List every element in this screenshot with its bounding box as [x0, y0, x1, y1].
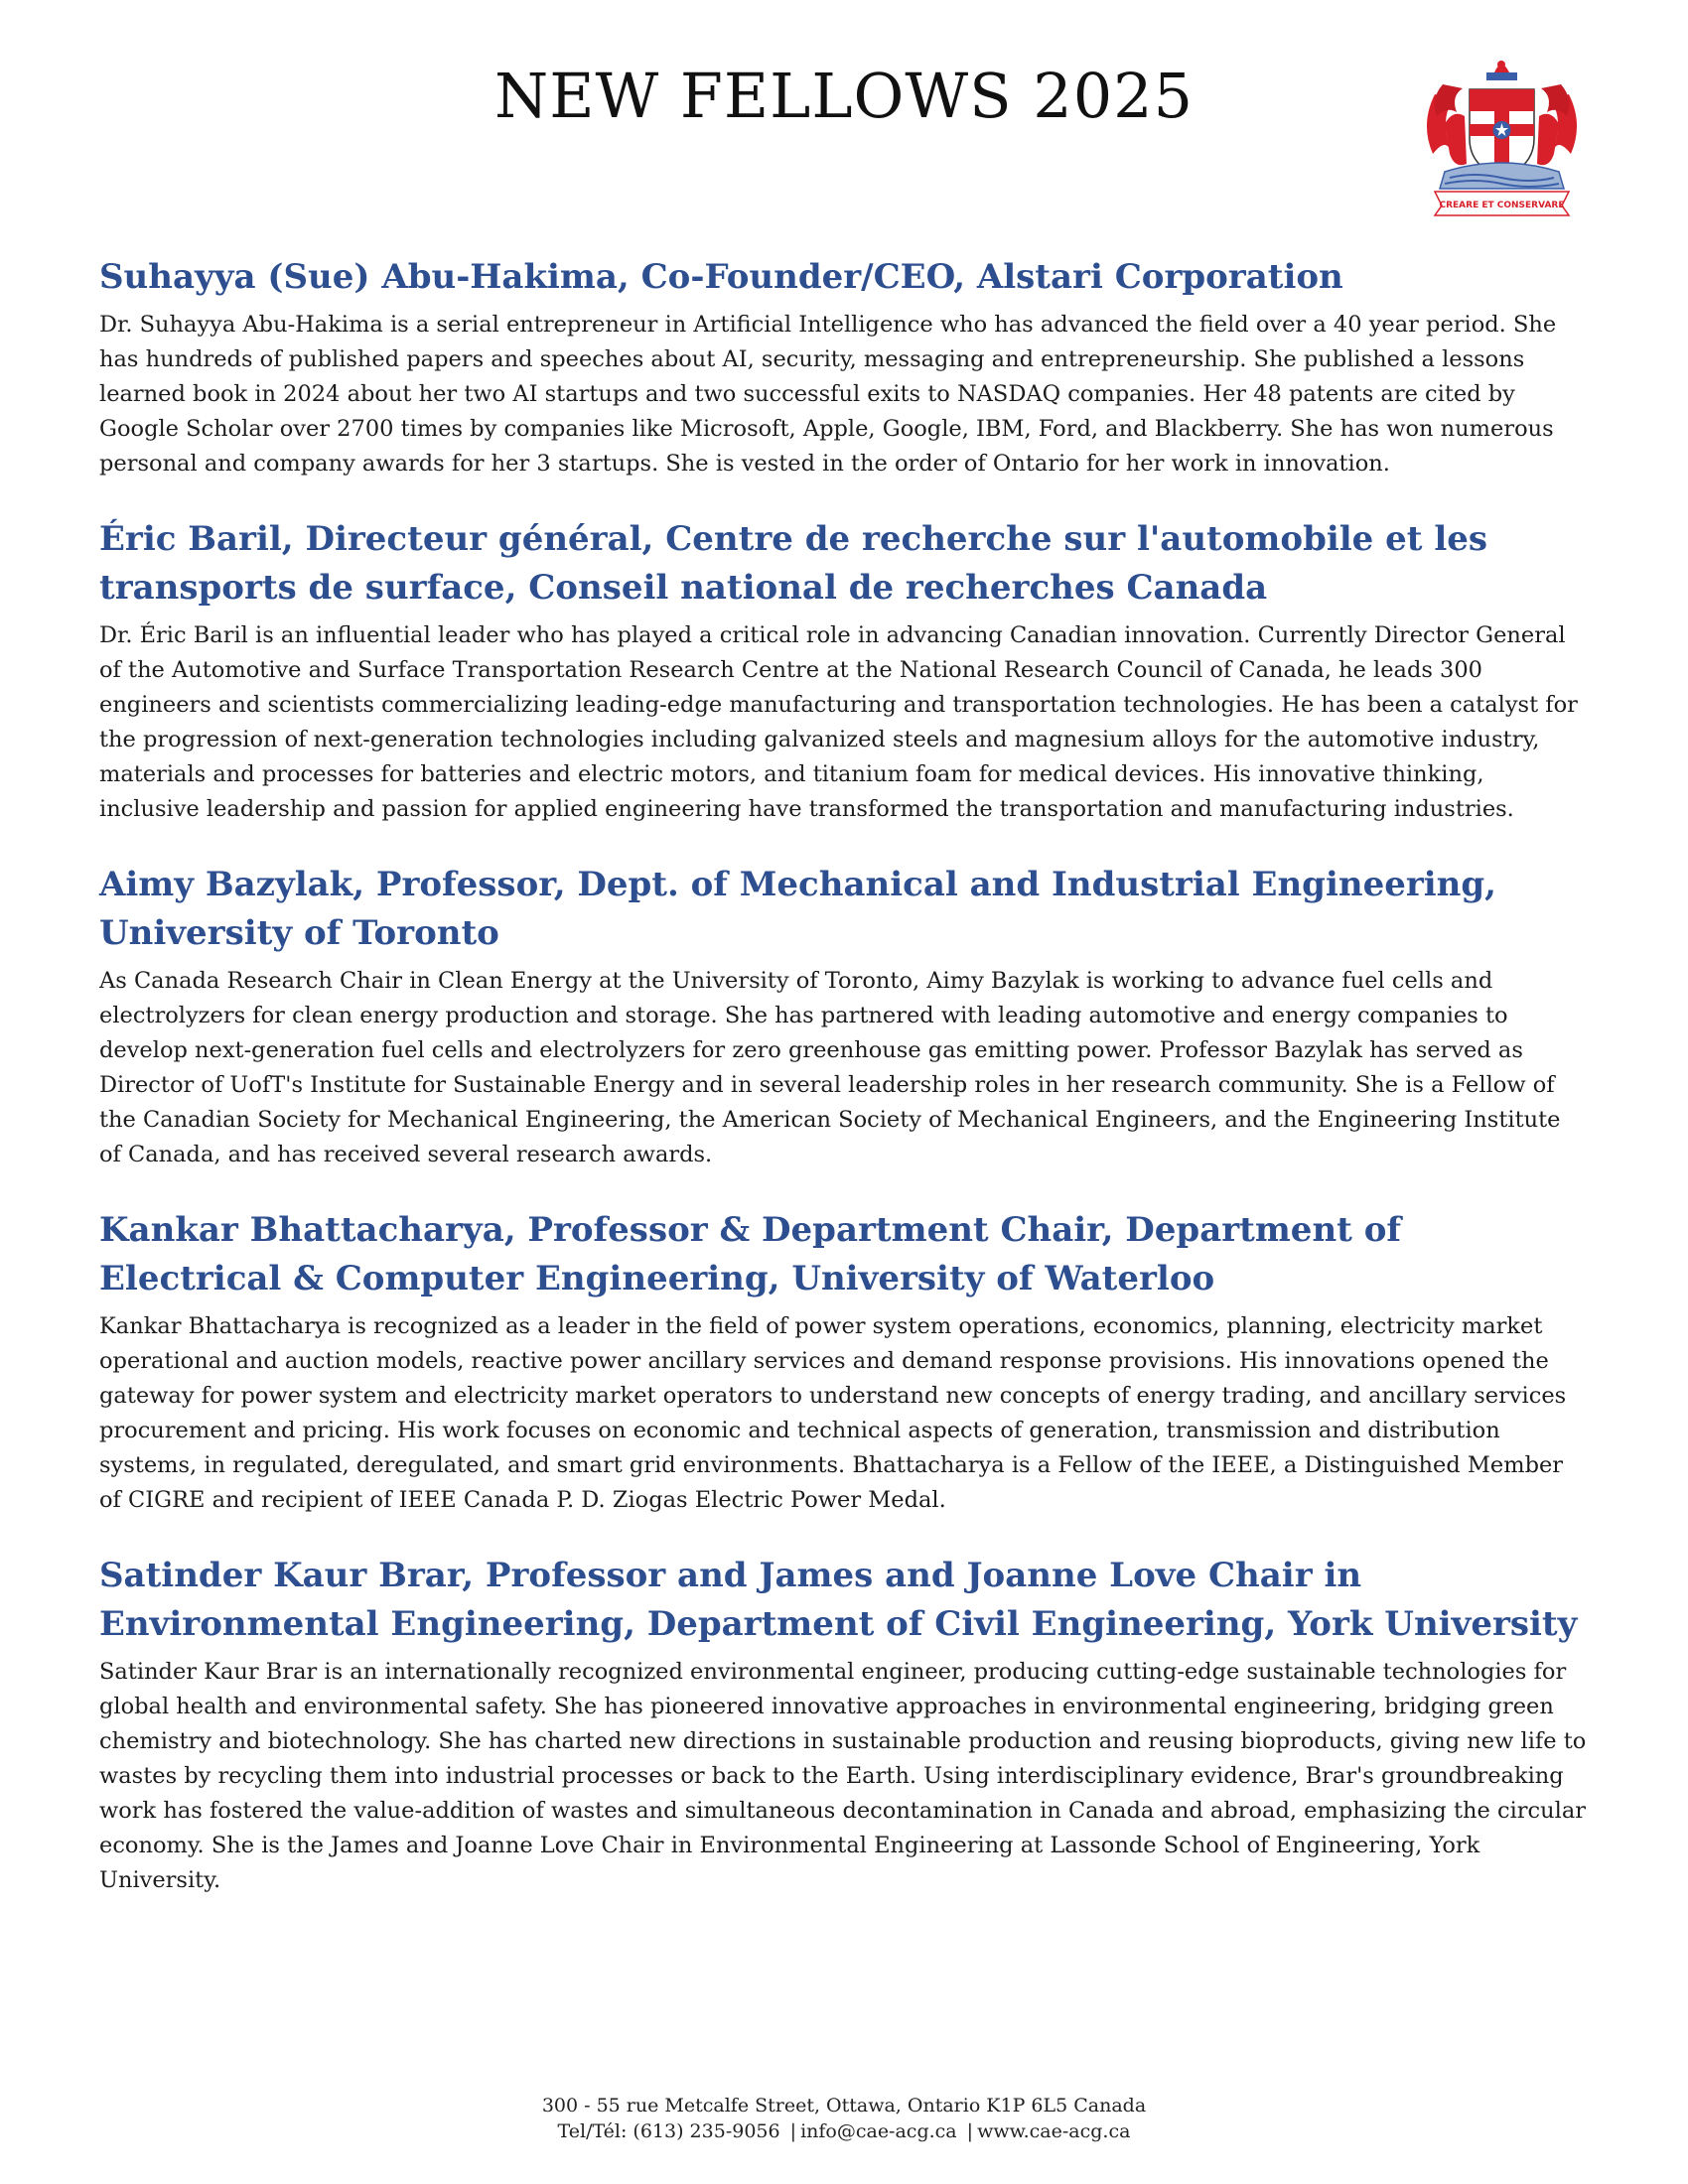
fellow-bio: As Canada Research Chair in Clean Energy at the University of Toronto, Aimy Bazylak is working to advance fuel cells and electrolyzers for clean energy production and storage. She has partnered with leading automotive and energy companies to develop next-generation fuel cells and electrolyzers for zero greenhouse gas emitting power. Professor Bazylak has served as Director of UofT's Institute for Sustainable Energy and in several leadership roles in her research community. She is a Fellow of the Canadian Society for Mechanical Engineering, the American Society of Mechanical Engineers, and the Engineering Institute of Canada, and has received several research awards.: [99, 968, 1561, 1167]
footer-separator: |: [789, 2120, 797, 2142]
fellow-bio: Kankar Bhattacharya is recognized as a leader in the field of power system operations, economics, planning, electricity market operational and auction models, reactive power ancillary services and demand response provisions. His innovations opened the gateway for power system and electricity market operators to understand new concepts of energy trading, and ancillary services procurement and pricing. His work focuses on economic and technical aspects of generation, transmission and distribution systems, in regulated, deregulated, and smart grid environments. Bhattacharya is a Fellow of the IEEE, a Distinguished Member of CIGRE and recipient of IEEE Canada P. D. Ziogas Electric Power Medal.: [99, 1313, 1567, 1513]
footer-separator: |: [966, 2120, 974, 2142]
fellows-list: [99, 253, 1589, 1932]
footer-phone: Tel/Tél: (613) 235-9056: [557, 2120, 780, 2142]
fellow-entry: [99, 253, 1589, 481]
fellow-name: Éric Baril, Directeur général, Centre de recherche sur l'automobile et les transports de surface, Conseil national de recherches Canada: [99, 519, 1488, 608]
fellow-name: Satinder Kaur Brar, Professor and James and Joanne Love Chair in Environmental Engineering, Department of Civil Engineering, York University: [99, 1556, 1578, 1644]
fellow-entry: [99, 1206, 1589, 1518]
fellow-name: Suhayya (Sue) Abu-Hakima, Co-Founder/CEO, Alstari Corporation: [99, 257, 1343, 297]
academy-crest-logo: [1415, 55, 1589, 223]
fellow-name: Kankar Bhattacharya, Professor & Department Chair, Department of Electrical & Computer Engineering, University of Waterloo: [99, 1210, 1402, 1298]
footer-email-link[interactable]: info@cae-acg.ca: [800, 2120, 957, 2142]
page-title: NEW FELLOWS 2025: [493, 60, 1195, 132]
fellow-entry: [99, 515, 1589, 827]
fellow-bio: Dr. Éric Baril is an influential leader who has played a critical role in advancing Canadian innovation. Currently Director General of the Automotive and Surface Transportation Research Centre at the National Research Council of Canada, he leads 300 engineers and scientists commercializing leading-edge manufacturing and transportation technologies. He has been a catalyst for the progression of next-generation technologies including galvanized steels and magnesium alloys for the automotive industry, materials and processes for batteries and electric motors, and titanium foam for medical devices. His innovative thinking, inclusive leadership and passion for applied engineering have transformed the transportation and manufacturing industries.: [99, 622, 1578, 822]
fellow-name: Aimy Bazylak, Professor, Dept. of Mechanical and Industrial Engineering, University of Toronto: [99, 865, 1497, 953]
footer-contact: [0, 2118, 1688, 2144]
fellow-bio: Satinder Kaur Brar is an internationally recognized environmental engineer, producing cutting-edge sustainable technologies for global health and environmental safety. She has pioneered innovative approaches in environmental engineering, bridging green chemistry and biotechnology. She has charted new directions in sustainable production and reusing bioproducts, giving new life to wastes by recycling them into industrial processes or back to the Earth. Using interdisciplinary evidence, Brar's groundbreaking work has fostered the value-addition of wastes and simultaneous decontamination in Canada and abroad, emphasizing the circular economy. She is the James and Joanne Love Chair in Environmental Engineering at Lassonde School of Engineering, York University.: [99, 1659, 1587, 1893]
fellow-bio: Dr. Suhayya Abu-Hakima is a serial entrepreneur in Artificial Intelligence who has advanced the field over a 40 year period. She has hundreds of published papers and speeches about AI, security, messaging and entrepreneurship. She published a lessons learned book in 2024 about her two AI startups and two successful exits to NASDAQ companies. Her 48 patents are cited by Google Scholar over 2700 times by companies like Microsoft, Apple, Google, IBM, Ford, and Blackberry. She has won numerous personal and company awards for her 3 startups. She is vested in the order of Ontario for her work in innovation.: [99, 312, 1557, 477]
page-footer: [0, 2093, 1688, 2144]
fellow-entry: [99, 1552, 1589, 1898]
crest-motto: CREARE ET CONSERVARE: [1439, 201, 1565, 210]
fellow-entry: [99, 861, 1589, 1172]
footer-website-link[interactable]: www.cae-acg.ca: [977, 2120, 1131, 2142]
footer-address: 300 - 55 rue Metcalfe Street, Ottawa, Ontario K1P 6L5 Canada: [541, 2095, 1147, 2116]
